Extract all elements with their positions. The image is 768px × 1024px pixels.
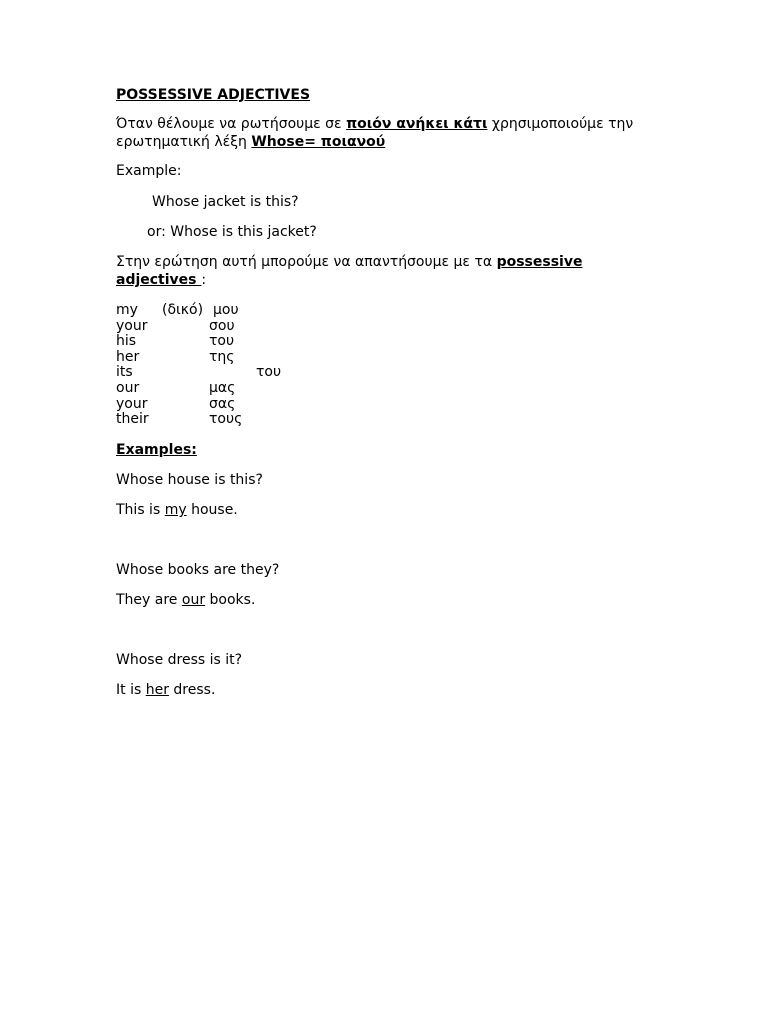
answer-intro-line-1 <box>116 254 582 271</box>
table-row <box>116 333 235 350</box>
answer-possessive: her <box>145 682 169 698</box>
table-cell-gr: σου <box>209 318 235 334</box>
table-cell-gr: μας <box>209 380 236 396</box>
example-question: Whose dress is it? <box>116 652 243 668</box>
table-row <box>116 380 236 397</box>
answer-intro-line-2 <box>116 272 206 289</box>
example-question-1: Whose jacket is this? <box>152 194 299 210</box>
table-header-diko: (δικό) <box>162 302 204 318</box>
answer-intro-colon: : <box>201 272 207 288</box>
table-cell-gr: σας <box>209 396 236 412</box>
example-answer <box>116 592 255 609</box>
answer-text: This is <box>116 502 165 518</box>
page-title: POSSESSIVE ADJECTIVES <box>116 87 311 103</box>
table-cell-en: her <box>116 349 140 365</box>
table-cell-gr: του <box>209 333 235 349</box>
answer-possessive: my <box>164 502 187 518</box>
answer-text: books. <box>205 592 256 608</box>
table-row <box>116 411 243 428</box>
table-cell-gr: της <box>209 349 235 365</box>
table-cell-en: our <box>116 380 140 396</box>
table-cell-en: your <box>116 396 148 412</box>
example-answer <box>116 682 215 699</box>
intro-bold-1: ποιόν ανήκει κάτι <box>346 116 488 132</box>
example-label: Example: <box>116 163 182 179</box>
table-cell-en: their <box>116 411 149 427</box>
table-cell-en: its <box>116 364 133 380</box>
answer-text: It is <box>116 682 146 698</box>
intro-text-3: ερωτηματική λέξη <box>116 134 252 150</box>
answer-text: dress. <box>168 682 216 698</box>
table-cell-gr: μου <box>213 302 239 318</box>
example-question-2: or: Whose is this jacket? <box>147 224 317 240</box>
intro-text-1: Όταν θέλουμε να ρωτήσουμε σε <box>116 116 347 132</box>
table-cell-en: his <box>116 333 137 349</box>
answer-possessive: our <box>181 592 206 608</box>
answer-intro-bold-2: adjectives <box>116 272 202 288</box>
answer-text: They are <box>116 592 182 608</box>
table-cell-en: your <box>116 318 148 334</box>
intro-line-1 <box>116 116 633 133</box>
example-question: Whose books are they? <box>116 562 280 578</box>
intro-line-2 <box>116 134 385 151</box>
table-row <box>116 364 282 381</box>
table-cell-en: my <box>116 302 138 318</box>
answer-text: house. <box>186 502 238 518</box>
table-cell-gr: του <box>256 364 282 380</box>
intro-text-2: χρησιμοποιούμε την <box>487 116 634 132</box>
table-row <box>116 302 239 319</box>
answer-intro-bold-1: possessive <box>496 254 583 270</box>
example-question: Whose house is this? <box>116 472 263 488</box>
intro-bold-2: Whose= ποιανού <box>251 134 386 150</box>
examples-heading: Examples: <box>116 442 197 458</box>
answer-intro-text: Στην ερώτηση αυτή μπορούμε να απαντήσουμε με τα <box>116 254 497 270</box>
example-answer <box>116 502 238 519</box>
table-cell-gr: τους <box>209 411 243 427</box>
